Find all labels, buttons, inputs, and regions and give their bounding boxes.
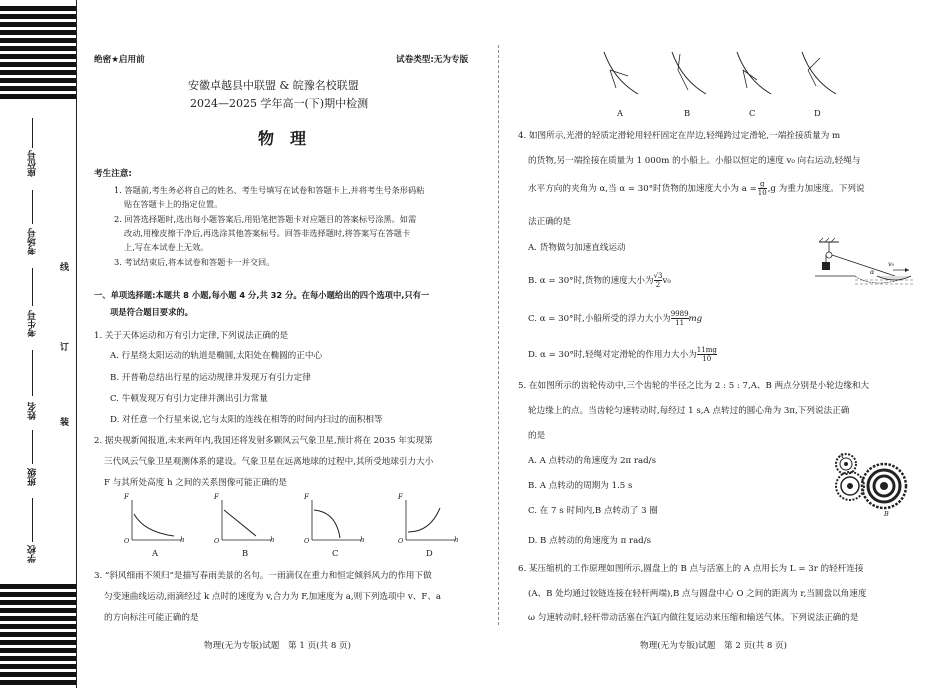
q2-line: 2. 据央视新闻报道,未来两年内,我国还将发射多颗风云气象卫星,预计将在 2035 年实现第 [94,436,433,446]
q1-stem: 1. 关于天体运动和万有引力定律,下列说法正确的是 [94,331,289,341]
q6-line: 6. 某压缩机的工作原理如图所示,圆盘上的 B 点与活塞上的 A 点用长为 L = 3r 的轻杆连接 [518,564,864,574]
paper-type-label: 试卷类型:无为专版 [396,55,469,65]
field-room-label: 考场号 [28,228,38,255]
field-class-label: 班级 [28,468,38,486]
notice-item: 1. 答题前,考生务必将自己的姓名、考生号填写在试卷和答题卡上,并将考生号条形码粘 [114,185,425,195]
q2-line: F 与其所处高度 h 之间的关系图像可能正确的是 [104,478,287,488]
q3-figure-c [733,50,773,98]
binding-bar [0,624,76,629]
q1-option-a: A. 行星绕太阳运动的轨道是椭圆,太阳处在椭圆的正中心 [110,351,323,361]
page-footer-left: 物理(无为专版)试题 第 1 页(共 8 页) [204,641,351,651]
q4-figure-alpha: α [870,268,875,276]
q3-line: 的方向标注可能正确的是 [104,613,199,623]
binding-bar [0,30,76,35]
binding-line [76,0,77,688]
q5-option-a: A. A 点转动的角速度为 2π rad/s [528,456,656,466]
q4-line: 的货物,另一端拴接在质量为 1 000m 的小船上。小船以恒定的速度 v₀ 向右运动,轻绳与 [528,156,861,166]
q3-figure-a [600,50,640,98]
binding-bar [0,22,76,27]
q4-line: 4. 如图所示,光滑的轻质定滑轮用轻杆固定在岸边,轻绳跨过定滑轮,一端拴接质量为 m [518,131,841,141]
q3-figure-label-c: C [749,108,756,118]
q2-graph-b [216,498,276,544]
binding-bar [0,608,76,613]
binding-bar [0,14,76,19]
q3-figure-b [668,50,708,98]
binding-bar [0,6,76,11]
q2-graph-label-d: D [426,548,433,558]
binding-strip [0,0,78,688]
q4-option-c [528,310,702,327]
binding-bar [0,62,76,67]
notice-item: 改动,用橡皮擦干净后,再选涂其他答案标号。回答非选择题时,将答案写在答题卡 [124,228,411,238]
q2-origin: O [124,537,130,545]
q3-figure-label-d: D [814,108,821,118]
q2-line: 三代风云气象卫星观测体系的建设。气象卫星在远离地球的过程中,其所受地球引力大小 [104,457,434,467]
q5-gears-figure [832,448,912,520]
binding-bar [0,54,76,59]
q4-option-c-den: 11 [675,319,685,327]
q2-axis-f: F [304,493,309,501]
binding-bar [0,70,76,75]
q2-axis-f: F [214,493,219,501]
q5-line: 5. 在如图所示的齿轮传动中,三个齿轮的半径之比为 2 : 5 : 7,A、B 两点分别是小轮边缘和大 [518,381,870,391]
binding-bar [0,94,76,99]
q1-option-d: D. 对任意一个行星来说,它与太阳的连线在相等的时间内扫过的面积相等 [110,415,383,425]
q5-option-c: C. 在 7 s 时间内,B 点转动了 3 圈 [528,506,658,516]
q4-frac-den: 10 [757,189,767,197]
binding-bar [0,672,76,677]
q2-graph-a [126,498,186,544]
q4-option-c-frac [671,310,689,327]
q4-option-d [528,346,717,363]
confidential-label: 绝密★启用前 [94,55,145,65]
q4-option-a: A. 货物做匀加速直线运动 [528,243,626,253]
q5-figure-point-b: B [884,510,889,518]
q6-line: (A、B 处均通过铰链连接在轻杆两端),B 点与圆盘中心 O 之间的距离为 r,当圆盘以角速度 [528,589,867,599]
q6-line: ω 匀速转动时,轻杆带动活塞在汽缸内做往复运动来压缩和输送气体。下列说法正确的是 [528,613,859,623]
q5-option-d: D. B 点转动的角速度为 π rad/s [528,536,651,546]
notice-item: 3. 考试结束后,将本试卷和答题卡一并交回。 [114,257,275,267]
q2-origin: O [304,537,310,545]
q3-figure-d [798,50,838,98]
binding-bar [0,600,76,605]
q4-option-b-num: √3 [653,272,663,280]
notice-item: 2. 回答选择题时,选出每小题答案后,用铅笔把答题卡对应题目的答案标号涂黑。如需 [114,214,417,224]
binding-bar [0,680,76,685]
q5-figure-point-a: A [839,452,844,460]
q3-figure-label-b: B [684,108,691,118]
notice-item: 贴在答题卡上的指定位置。 [124,199,223,209]
field-name-line [32,350,33,396]
q3-figure-label-a: A [617,108,624,118]
q2-origin: O [214,537,220,545]
q4-line: 法正确的是 [528,217,571,227]
q2-graph-label-b: B [242,548,249,558]
q3-line: 匀变速曲线运动,雨滴经过 k 点时的速度为 v,合力为 F,加速度为 a,则下列选项中 v、F、a [104,592,442,602]
q1-option-b: B. 开普勒总结出行星的运动规律并发现万有引力定律 [110,373,311,383]
q4-line [528,180,865,197]
field-class-line [32,430,33,464]
section-heading: 一、单项选择题:本题共 8 小题,每小题 4 分,共 32 分。在每小题给出的四个选项中,只有一 [94,290,430,300]
field-examno-label: 考生号 [28,310,38,337]
q5-option-b: B. A 点转动的周期为 1.5 s [528,481,633,491]
org-title: 安徽卓越县中联盟 & 皖豫名校联盟 [188,79,359,92]
exam-title: 2024—2025 学年高一(下)期中检测 [190,97,369,110]
binding-bar [0,592,76,597]
q3-line: 3. “斜风细雨不须归”是描写春雨美景的名句。一雨滴仅在重力和恒定倾斜风力的作用下做 [94,571,432,581]
q4-line-part: ,g 为重力加速度。下列说 [767,184,865,194]
section-heading-cont: 项是符合题目要求的。 [110,307,193,317]
q2-graph-d [400,498,460,544]
q4-option-b [528,272,671,289]
q2-axis-h: h [360,536,365,544]
q4-option-c-text: C. α = 30°时,小船所受的浮力大小为 [528,314,671,324]
q4-option-c-unit: mg [688,314,703,324]
q2-graph-label-c: C [332,548,339,558]
field-school-label: 学校 [28,545,38,563]
q2-axis-f: F [124,493,129,501]
binding-bar [0,648,76,653]
q4-option-d-den: 10 [702,355,712,363]
q4-option-c-num: 9989 [670,310,689,318]
q4-option-b-unit: v₀ [662,276,671,286]
binding-bar [0,656,76,661]
binding-bar [0,78,76,83]
cut-mark-zhuang: 装 [60,418,70,428]
field-room-line [32,190,33,224]
q2-graph-c [306,498,366,544]
q4-frac-num: g [758,180,767,189]
notice-item: 上,写在本试卷上无效。 [124,242,209,252]
q2-axis-h: h [454,536,459,544]
binding-bar [0,38,76,43]
field-seat-label: 座位号 [28,150,38,177]
q4-option-d-frac [697,346,717,363]
q4-figure-v0: v₀ [888,260,895,268]
field-seat-line [32,118,33,148]
q5-line: 的是 [528,431,546,441]
binding-bar [0,640,76,645]
cut-mark-xian: 线 [60,263,70,273]
q4-option-b-text: B. α = 30°时,货物的速度大小为 [528,276,654,286]
q4-frac [758,180,767,197]
q2-graph-label-a: A [152,548,159,558]
binding-bar [0,46,76,51]
binding-bar [0,664,76,669]
field-name-label: 姓名 [28,402,38,420]
binding-bar [0,616,76,621]
q2-origin: O [398,537,404,545]
field-examno-line [32,268,33,306]
notice-title: 考生注意: [94,169,132,179]
cut-mark-ding: 订 [60,343,70,353]
q4-figure [815,238,915,298]
column-separator [498,45,499,625]
q4-option-d-text: D. α = 30°时,轻绳对定滑轮的作用力大小为 [528,350,697,360]
page-footer-right: 物理(无为专版)试题 第 2 页(共 8 页) [640,641,787,651]
binding-bar [0,632,76,637]
q4-option-d-num: 11mg [696,346,717,354]
q2-axis-h: h [180,536,185,544]
binding-bar [0,86,76,91]
q2-axis-f: F [398,493,403,501]
field-school-line [32,498,33,542]
q1-option-c: C. 牛顿发现万有引力定律并测出引力常量 [110,394,268,404]
subject-title: 物 理 [258,129,307,148]
q5-line: 轮边缘上的点。当齿轮匀速转动时,每经过 1 s,A 点转过的圆心角为 3π,下列说法正确 [528,406,850,416]
binding-bar [0,584,76,589]
q4-line-part: 水平方向的夹角为 α,当 α = 30°时货物的加速度大小为 a = [528,184,757,194]
q4-option-b-den: 2 [655,281,661,289]
q2-axis-h: h [270,536,275,544]
